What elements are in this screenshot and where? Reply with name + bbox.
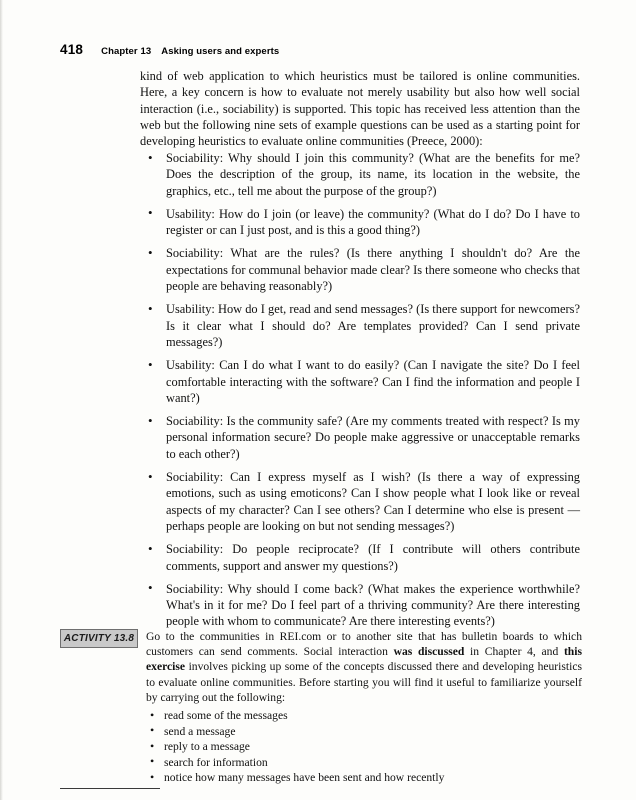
list-item: • Sociability: Can I express myself as I wish? (Is there a way of expressing emotions, such as using emoticons? Can I show people what I look like or reveal aspects of my character? Can I see others? Can I determine who else is present — perhaps people are looking on but not sending messages?) [140, 469, 580, 534]
list-item-continuation: • Sociability: Why should I come back? (What makes the experience worthwhile? What's in it for me? Do I feel part of a thriving community? Are there interesting people with whom to communicate? Are there interesting events?) [140, 581, 580, 630]
activity-box [60, 629, 582, 705]
activity-tag-label: ACTIVITY 13.8 [63, 633, 135, 644]
footer-rule [60, 788, 160, 789]
activity-description [146, 629, 582, 705]
chapter-label: Chapter 13 [101, 46, 152, 57]
list-item: • notice how many messages have been sent and how recently [146, 770, 576, 786]
intro-paragraph: kind of web application to which heuristics must be tailored is online communities. Here, a key concern is how to evaluate not merely usability but also how well social interaction (i.e., sociability) is supported. This topic has received less attention than the web but the following nine sets of example questions can be used as a starting point for developing heuristics to evaluate online communities (Preece, 2000): [140, 69, 580, 149]
list-item: • Usability: Can I do what I want to do easily? (Can I navigate the site? Do I feel comfortable interacting with the software? Can I find the information and people I want?) [140, 357, 580, 406]
activity-tag [60, 629, 138, 648]
activity-text-part1: Go to the communities in REI.com or to another site that has bulletin boards to which customers can send comments. Social interaction [146, 630, 582, 659]
page-number: 418 [60, 42, 84, 57]
intro-paragraph-block [140, 68, 580, 149]
chapter-title: Asking users and experts [161, 46, 280, 57]
activity-task-block [146, 708, 576, 786]
list-item: • Usability: How do I get, read and send messages? (Is there support for newcomers? Is it clear what I should do? Are templates provided? Can I send private messages?) [140, 301, 580, 350]
page-header [60, 42, 580, 57]
activity-text-part2: in Chapter 4, and [464, 645, 564, 659]
heuristics-bullet-list [140, 150, 580, 630]
activity-text-part3: involves picking up some of the concepts discussed there and developing heuristics to evaluate online communities. Before starting you will find it useful to familiarize yourself by carrying out the following: [146, 660, 582, 704]
list-item: • send a message [146, 724, 576, 740]
heuristics-bullet-block [140, 150, 580, 637]
activity-text-bold2: this exercise [146, 645, 582, 674]
list-item: • search for information [146, 755, 576, 771]
activity-text-bold1: was discussed [393, 645, 465, 659]
activity-task-list [146, 708, 576, 786]
list-item: • Sociability: Why should I join this community? (What are the benefits for me? Does the description of the group, its name, its location in the website, the graphics, etc., tell me about the purpose of the group?) [140, 150, 580, 199]
list-item: • Sociability: Do people reciprocate? (If I contribute will others contribute comments, support and answer my questions?) [140, 541, 580, 574]
scan-edge-shadow [0, 0, 3, 800]
list-item: • Sociability: What are the rules? (Is there anything I shouldn't do? Are the expectations for communal behavior made clear? Is there someone who checks that people are behaving reasonably?) [140, 245, 580, 294]
list-item: • read some of the messages [146, 708, 576, 724]
list-item: • Sociability: Is the community safe? (Are my comments treated with respect? Is my personal information secure? Do people make aggressive or unacceptable remarks to each other?) [140, 413, 580, 462]
list-item: • Usability: How do I join (or leave) the community? (What do I do? Do I have to register or can I just post, and is this a good thing?) [140, 206, 580, 239]
list-item: • reply to a message [146, 739, 576, 755]
